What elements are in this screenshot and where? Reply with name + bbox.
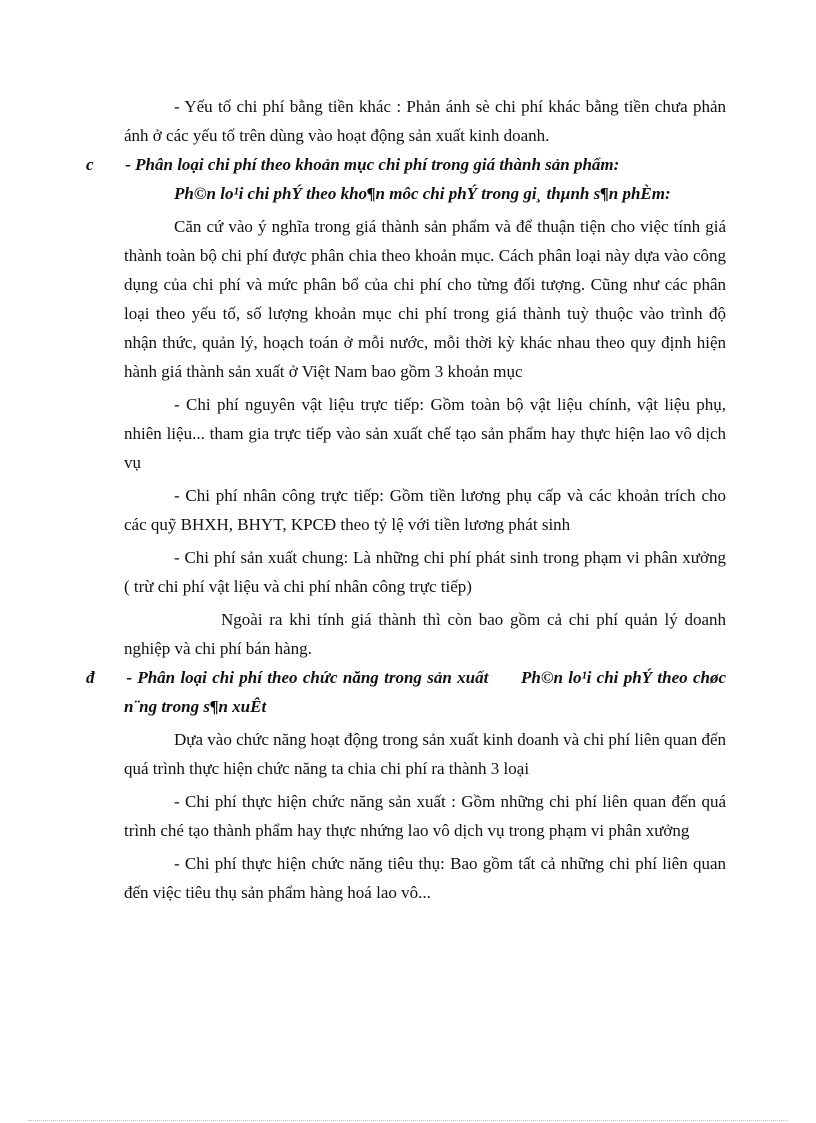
paragraph-functions-intro: Dựa vào chức năng hoạt động trong sản xuất kinh doanh và chi phí liên quan đến quá trình thực hiện chức năng ta chia chi phí ra thành 3 loại	[124, 730, 726, 778]
heading-c-title: - Phân loại chi phí theo khoản mục chi phí trong giá thành sản phẩm:	[125, 155, 620, 174]
paragraph-direct-labor: - Chi phí nhân công trực tiếp: Gồm tiền lương phụ cấp và các khoản trích cho các quỹ BHXH, BHYT, KPCĐ theo tỷ lệ với tiền lương phát sinh	[124, 486, 726, 534]
paragraph-production-function: - Chi phí thực hiện chức năng sản xuất : Gồm những chi phí liên quan đến quá trình ché tạo thành phẩm hay thực nhứng lao vô dịch vụ trong phạm vi phân xưởng	[124, 792, 726, 840]
paragraph-sales-function: - Chi phí thực hiện chức năng tiêu thụ: Bao gồm tất cả những chi phí liên quan đến việc tiêu thụ sản phẩm hàng hoá lao vô...	[124, 854, 726, 902]
heading-d-title: - Phân loại chi phí theo chức năng trong sản xuất	[126, 668, 489, 687]
paragraph-cost-items-intro: Căn cứ vào ý nghĩa trong giá thành sản phẩm và để thuận tiện cho việc tính giá thành toàn bộ chi phí được phân chia theo khoản mục. Cách phân loại này dựa vào công dụng của chi phí và mức phân bổ của chi phí cho từng đối tượng. Cũng như các phân loại theo yếu tố, số lượng khoản mục chi phí trong giá thành tuỳ thuộc vào trình độ nhận thức, quản lý, hoạch toán ở mỗi nước, mỗi thời kỳ khác nhau theo quy định hiện hành giá thành sản xuất ở Việt Nam bao gồm 3 khoản mục	[124, 217, 726, 381]
document-page	[86, 92, 726, 907]
heading-c-garbled: Ph©n lo¹i chi phÝ theo kho¶n môc chi phÝ trong gi¸ thµnh s¶n phÈm:	[174, 184, 671, 203]
paragraph-additional-costs: Ngoài ra khi tính giá thành thì còn bao gồm cả chi phí quản lý doanh nghiệp và chi phí bán hàng.	[124, 610, 726, 658]
heading-c-letter: c	[86, 155, 94, 174]
heading-d-garbled: Ph©n lo¹i chi phÝ theo chøc n¨ng trong s¶n xuÊt	[124, 668, 726, 716]
paragraph-other-cash-costs: - Yếu tố chi phí bằng tiền khác : Phản ánh sè chi phí khác bằng tiền chưa phản ánh ở các yếu tố trên dùng vào hoạt động sản xuất kinh doanh.	[124, 97, 726, 145]
heading-c	[86, 150, 726, 179]
heading-d-letter: đ	[86, 668, 95, 687]
paragraph-direct-materials: - Chi phí nguyên vật liệu trực tiếp: Gồm toàn bộ vật liệu chính, vật liệu phụ, nhiên liệu... tham gia trực tiếp vào sản xuất chế tạo sản phẩm hay thực hiện lao vô dịch vụ	[124, 395, 726, 472]
page-bottom-border	[28, 1120, 788, 1121]
heading-d	[86, 663, 726, 721]
paragraph-overhead: - Chi phí sản xuất chung: Là những chi phí phát sinh trong phạm vi phân xưởng ( trừ chi phí vật liệu và chi phí nhân công trực tiếp)	[124, 548, 726, 596]
